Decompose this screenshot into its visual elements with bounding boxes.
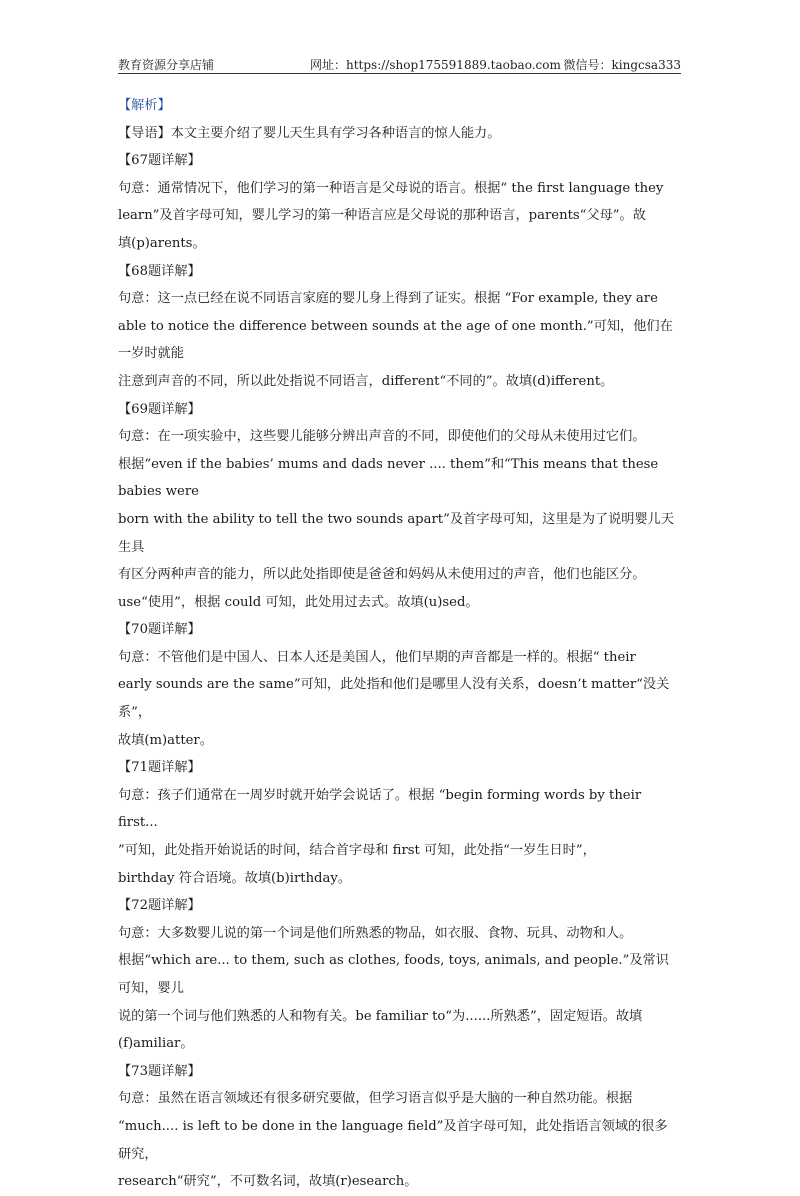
q70-line: 故填(m)atter。 [118,732,213,748]
q70-line: early sounds are the same”可知，此处指和他们是哪里人没有关系，doesn’t matter“没关系”， [118,677,670,721]
q68-line: able to notice the difference between sounds at the age of one month.”可知，他们在一岁时就能 [118,318,673,362]
wechat-id: 微信号：kingcsa333 [563,58,681,72]
header-rule [118,73,681,74]
shop-url: 网址：https://shop175591889.taobao.com [310,58,561,72]
q69-heading: 【69题详解】 [118,401,201,417]
q72-line: 根据“which are... to them, such as clothes, foods, toys, animals, and people.”及常识可知，婴儿 [118,953,669,996]
q71-line: 句意：孩子们通常在一周岁时就开始学会说话了。根据 “begin forming words by their first... [118,787,642,831]
q72-heading: 【72题详解】 [118,898,201,914]
q68-line: 注意到声音的不同，所以此处指说不同语言，different“不同的”。故填(d)ifferent。 [118,373,614,389]
q71-line: birthday 符合语境。故填(b)irthday。 [118,870,352,886]
q68-heading: 【68题详解】 [118,263,201,279]
q69-line: 根据“even if the babies’ mums and dads never .... them”和“This means that these babies were [118,456,659,500]
q73-line: 句意：虽然在语言领域还有很多研究要做，但学习语言似乎是大脑的一种自然功能。根据 [118,1091,633,1107]
q67-heading: 【67题详解】 [118,153,201,169]
q70-heading: 【70题详解】 [118,622,201,638]
answer-analysis [118,92,680,1196]
q72-line: (f)amiliar。 [118,1036,194,1052]
q67-line: 填(p)arents。 [118,235,206,251]
shop-name: 教育资源分享店铺 [118,58,215,72]
q67-line: learn”及首字母可知，婴儿学习的第一种语言应是父母说的那种语言，parents“父母”。故 [118,208,646,224]
q68-line: 句意：这一点已经在说不同语言家庭的婴儿身上得到了证实。根据 “For example, they are [118,291,658,307]
q72-line: 说的第一个词与他们熟悉的人和物有关。be familiar to“为......所熟悉”，固定短语。故填 [118,1008,643,1024]
q69-line: 句意：在一项实验中，这些婴儿能够分辨出声音的不同，即使他们的父母从未使用过它们。 [118,429,646,445]
q73-heading: 【73题详解】 [118,1063,201,1079]
q73-line: research“研究”，不可数名词，故填(r)esearch。 [118,1174,418,1190]
q69-line: born with the ability to tell the two sounds apart”及首字母可知，这里是为了说明婴儿天生具 [118,511,675,555]
q73-line: “much.... is left to be done in the language field”及首字母可知，此处指语言领域的很多研究， [118,1118,668,1162]
q71-line: ”可知，此处指开始说话的时间，结合首字母和 first 可知，此处指“一岁生日时”， [118,843,596,859]
q72-line: 句意：大多数婴儿说的第一个词是他们所熟悉的物品，如衣服、食物、玩具、动物和人。 [118,925,633,941]
q67-line: 句意：通常情况下，他们学习的第一种语言是父母说的语言。根据“ the first language they [118,180,664,196]
q70-line: 句意：不管他们是中国人、日本人还是美国人，他们早期的声音都是一样的。根据“ their [118,649,636,665]
q69-line: 有区分两种声音的能力，所以此处指即使是爸爸和妈妈从未使用过的声音，他们也能区分。 [118,567,646,583]
intro-line: 【导语】本文主要介绍了婴儿天生具有学习各种语言的惊人能力。 [118,125,501,141]
analysis-heading: 【解析】 [118,98,171,113]
q69-line: use“使用”，根据 could 可知，此处用过去式。故填(u)sed。 [118,594,479,610]
q71-heading: 【71题详解】 [118,760,201,776]
